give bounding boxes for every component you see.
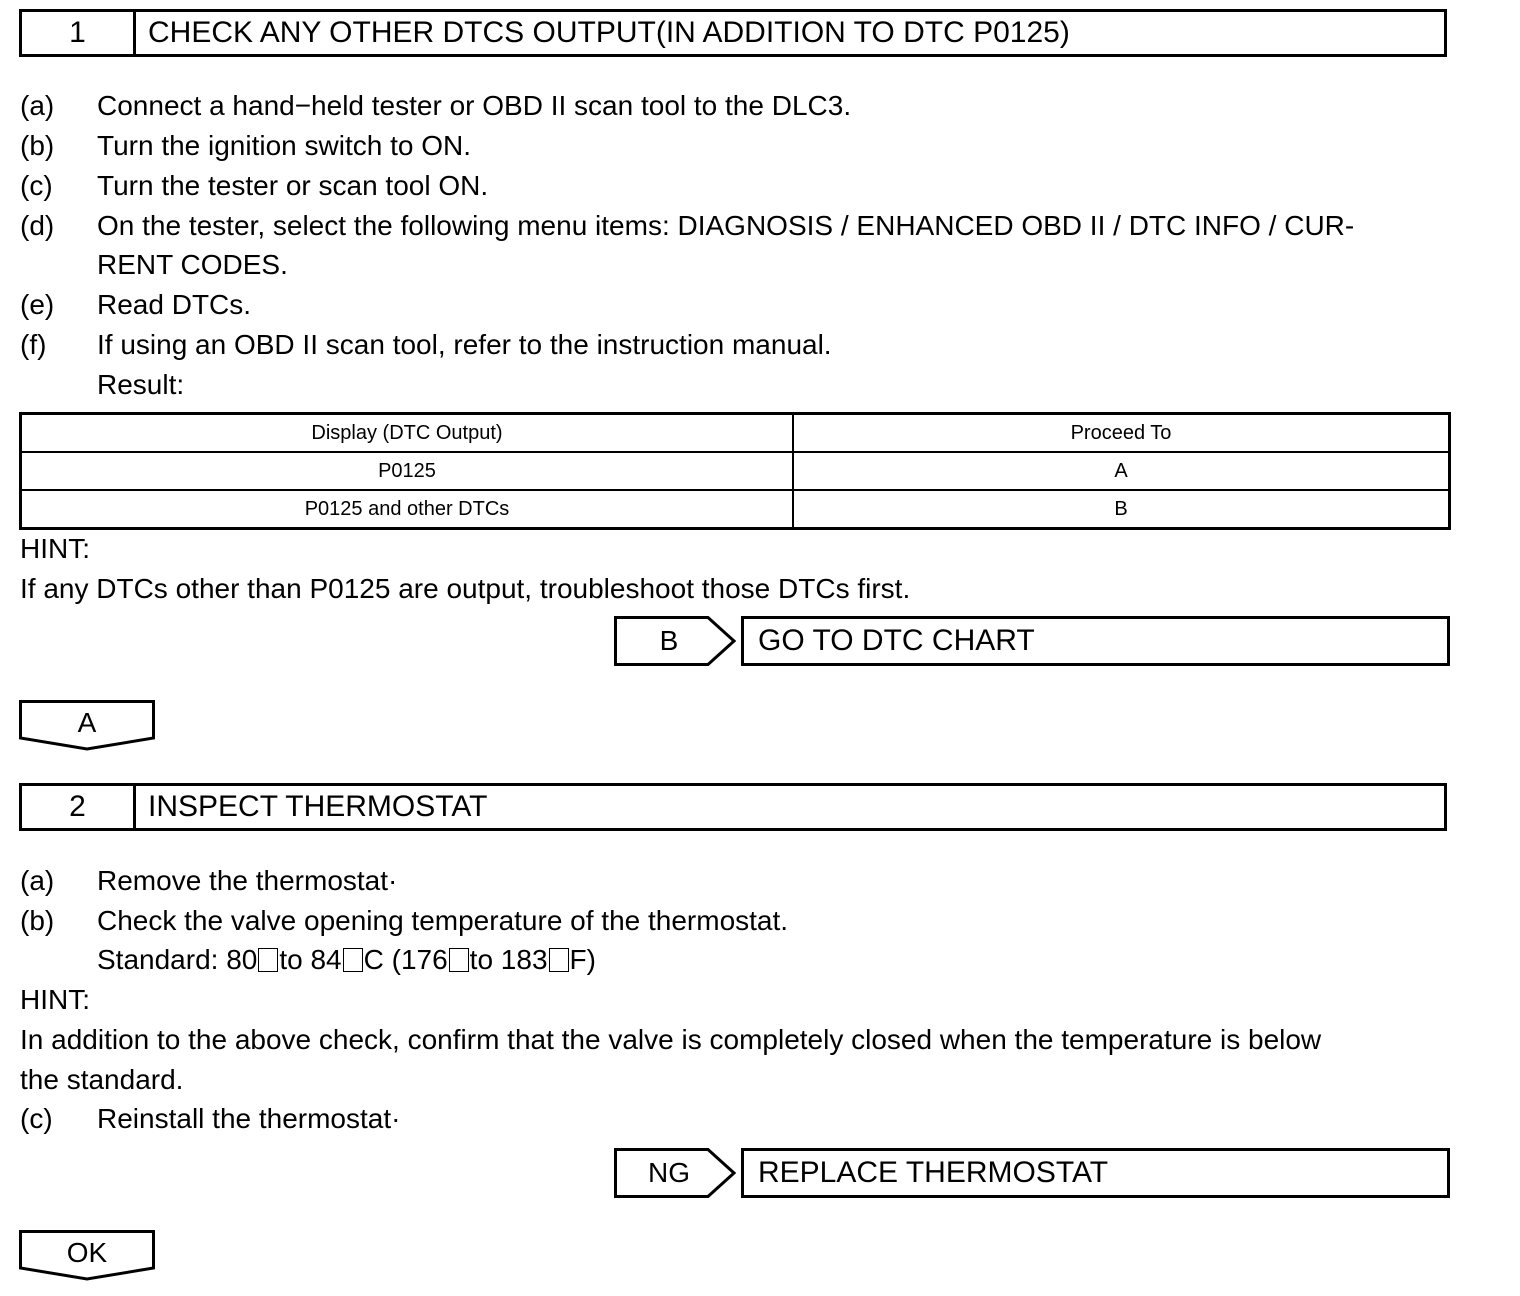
degree-symbol-icon <box>258 948 278 972</box>
step-1-number: 1 <box>22 12 136 54</box>
table-cell-display: P0125 and other DTCs <box>21 490 794 529</box>
flow-ok-marker <box>19 1230 155 1282</box>
table-header-proceed: Proceed To <box>793 414 1450 453</box>
standard-value <box>97 940 596 980</box>
flow-a-marker <box>19 700 155 752</box>
hint-text: In addition to the above check, confirm that the valve is completely closed when the temperature is below <box>20 1024 1322 1055</box>
degree-symbol-icon <box>343 948 363 972</box>
branch-b-action: GO TO DTC CHART <box>741 616 1450 666</box>
standard-part-2: C (176 <box>363 944 448 975</box>
degree-symbol-icon <box>449 948 469 972</box>
item-a-text: Connect a hand−held tester or OBD II scan tool to the DLC3. <box>97 90 852 121</box>
hint-text: If any DTCs other than P0125 are output, troubleshoot those DTCs first. <box>20 573 911 604</box>
item-c-label: (c) <box>20 170 53 201</box>
step-1-title: CHECK ANY OTHER DTCS OUTPUT(IN ADDITION TO DTC P0125) <box>148 16 1070 49</box>
item-d-text: On the tester, select the following menu items: DIAGNOSIS / ENHANCED OBD II / DTC INFO / CUR- <box>97 210 1355 241</box>
branch-b-label <box>614 616 736 666</box>
item-d-text-cont: RENT CODES. <box>97 249 288 280</box>
branch-ng-text: NG <box>648 1157 690 1188</box>
table-row <box>21 452 1450 490</box>
item-f-text: If using an OBD II scan tool, refer to the instruction manual. <box>97 329 832 360</box>
item-a-label: (a) <box>20 865 55 896</box>
branch-b-text: B <box>659 625 679 656</box>
item-e-text: Read DTCs. <box>97 289 252 320</box>
item-c-label: (c) <box>20 1103 53 1134</box>
hint-label: HINT: <box>20 533 90 564</box>
item-b-text: Check the valve opening temperature of the thermostat. <box>97 905 789 936</box>
step-1-header <box>19 9 1447 57</box>
flow-a-text: A <box>77 707 97 738</box>
degree-symbol-icon <box>549 948 569 972</box>
item-c-text: Reinstall the thermostat· <box>97 1103 401 1134</box>
standard-part-1: to 84 <box>279 944 342 975</box>
item-d-label: (d) <box>20 210 55 241</box>
item-b-label: (b) <box>20 130 55 161</box>
branch-ng-action: REPLACE THERMOSTAT <box>741 1148 1450 1198</box>
table-row <box>21 490 1450 529</box>
standard-part-3: to 183 <box>469 944 548 975</box>
standard-prefix: Standard: 80 <box>97 944 258 975</box>
result-table <box>19 412 1451 530</box>
item-e-label: (e) <box>20 289 55 320</box>
table-cell-display: P0125 <box>21 452 794 490</box>
table-header-row <box>21 414 1450 453</box>
item-a-text: Remove the thermostat· <box>97 865 398 896</box>
step-2-title: INSPECT THERMOSTAT <box>148 790 488 823</box>
flow-ok-text: OK <box>66 1237 108 1268</box>
table-header-display: Display (DTC Output) <box>21 414 794 453</box>
branch-ng-label <box>614 1148 736 1198</box>
standard-part-4: F) <box>569 944 596 975</box>
item-a-label: (a) <box>20 90 55 121</box>
step-2-header <box>19 783 1447 831</box>
result-label: Result: <box>97 369 185 400</box>
step-2-number: 2 <box>22 786 136 828</box>
item-f-label: (f) <box>20 329 47 360</box>
hint-label: HINT: <box>20 984 90 1015</box>
item-b-label: (b) <box>20 905 55 936</box>
table-cell-proceed: B <box>793 490 1450 529</box>
item-c-text: Turn the tester or scan tool ON. <box>97 170 489 201</box>
item-b-text: Turn the ignition switch to ON. <box>97 130 472 161</box>
table-cell-proceed: A <box>793 452 1450 490</box>
hint-text-cont: the standard. <box>20 1064 184 1095</box>
